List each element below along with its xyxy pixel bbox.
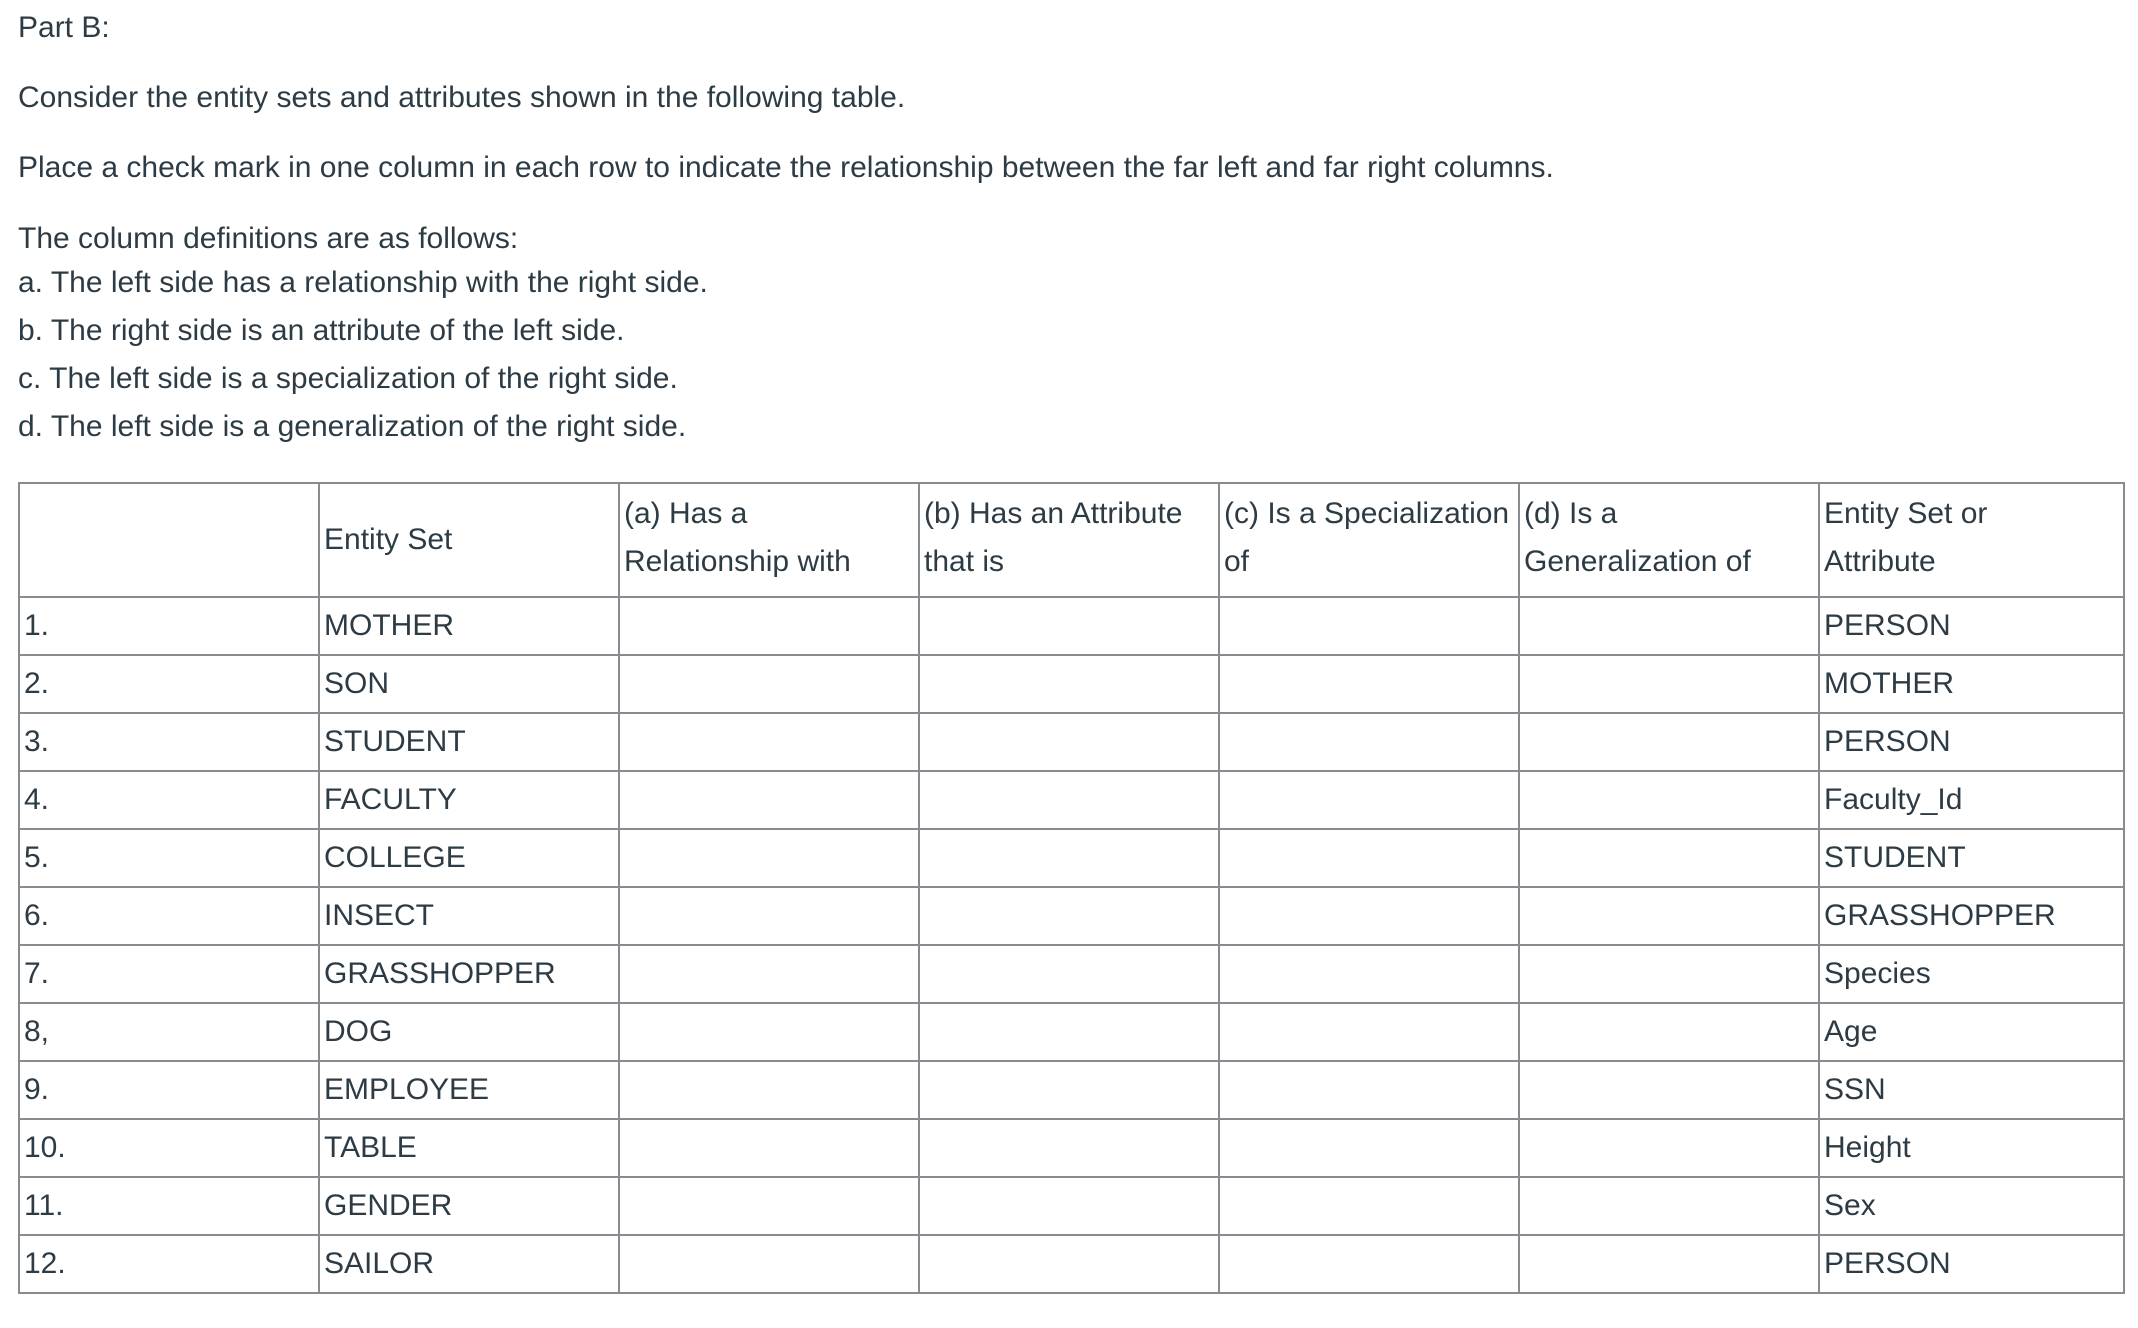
header-d-line2: Generalization of [1524, 545, 1751, 578]
row-number: 12. [19, 1235, 319, 1293]
row-number: 10. [19, 1119, 319, 1177]
row-right-entity: PERSON [1819, 713, 2124, 771]
cell-d[interactable] [1519, 713, 1819, 771]
cell-b[interactable] [919, 945, 1219, 1003]
cell-d[interactable] [1519, 1235, 1819, 1293]
row-number: 5. [19, 829, 319, 887]
table-row [19, 713, 2124, 771]
header-right-line1: Entity Set or [1824, 497, 1988, 530]
row-entity-set: DOG [319, 1003, 619, 1061]
instruction-paragraph: Place a check mark in one column in each row to indicate the relationship between the far left and far right columns. [18, 151, 1554, 184]
part-title: Part B: [18, 11, 110, 44]
row-entity-set: SON [319, 655, 619, 713]
row-number: 6. [19, 887, 319, 945]
row-right-entity: Species [1819, 945, 2124, 1003]
definition-c: c. The left side is a specialization of the right side. [18, 362, 678, 395]
cell-d[interactable] [1519, 829, 1819, 887]
definition-d: d. The left side is a generalization of the right side. [18, 410, 687, 443]
row-entity-set: EMPLOYEE [319, 1061, 619, 1119]
table-row [19, 771, 2124, 829]
table-row [19, 887, 2124, 945]
row-right-entity: PERSON [1819, 597, 2124, 655]
row-entity-set: STUDENT [319, 713, 619, 771]
cell-b[interactable] [919, 1061, 1219, 1119]
row-right-entity: Sex [1819, 1177, 2124, 1235]
cell-d[interactable] [1519, 1003, 1819, 1061]
definition-a: a. The left side has a relationship with the right side. [18, 266, 708, 299]
cell-b[interactable] [919, 887, 1219, 945]
cell-a[interactable] [619, 1177, 919, 1235]
cell-a[interactable] [619, 1119, 919, 1177]
cell-c[interactable] [1219, 1177, 1519, 1235]
row-entity-set: COLLEGE [319, 829, 619, 887]
cell-a[interactable] [619, 945, 919, 1003]
table-row [19, 1061, 2124, 1119]
cell-c[interactable] [1219, 1061, 1519, 1119]
row-entity-set: MOTHER [319, 597, 619, 655]
cell-a[interactable] [619, 1235, 919, 1293]
header-d [1519, 483, 1819, 597]
cell-d[interactable] [1519, 771, 1819, 829]
table-row [19, 945, 2124, 1003]
cell-c[interactable] [1219, 887, 1519, 945]
row-number: 11. [19, 1177, 319, 1235]
cell-d[interactable] [1519, 655, 1819, 713]
row-entity-set: SAILOR [319, 1235, 619, 1293]
header-entity-set-label: Entity Set [324, 523, 453, 556]
row-right-entity: Age [1819, 1003, 2124, 1061]
cell-b[interactable] [919, 1235, 1219, 1293]
row-right-entity: SSN [1819, 1061, 2124, 1119]
cell-d[interactable] [1519, 945, 1819, 1003]
header-d-line1: (d) Is a [1524, 497, 1618, 530]
definitions-intro: The column definitions are as follows: [18, 222, 519, 255]
row-number: 1. [19, 597, 319, 655]
table-row [19, 1235, 2124, 1293]
row-right-entity: MOTHER [1819, 655, 2124, 713]
cell-a[interactable] [619, 655, 919, 713]
header-entity-set [319, 483, 619, 597]
header-right-line2: Attribute [1824, 545, 1936, 578]
row-entity-set: GENDER [319, 1177, 619, 1235]
header-c-line2: of [1224, 545, 1250, 578]
row-entity-set: FACULTY [319, 771, 619, 829]
row-entity-set: INSECT [319, 887, 619, 945]
header-a-line1: (a) Has a [624, 497, 748, 530]
cell-a[interactable] [619, 597, 919, 655]
header-right [1819, 483, 2124, 597]
cell-c[interactable] [1219, 713, 1519, 771]
cell-d[interactable] [1519, 597, 1819, 655]
cell-d[interactable] [1519, 1119, 1819, 1177]
cell-d[interactable] [1519, 887, 1819, 945]
header-b-line1: (b) Has an Attribute [924, 497, 1183, 530]
cell-a[interactable] [619, 713, 919, 771]
cell-c[interactable] [1219, 829, 1519, 887]
table-row [19, 1119, 2124, 1177]
header-c [1219, 483, 1519, 597]
intro-paragraph: Consider the entity sets and attributes shown in the following table. [18, 81, 906, 114]
cell-a[interactable] [619, 1061, 919, 1119]
row-right-entity: PERSON [1819, 1235, 2124, 1293]
row-right-entity: Height [1819, 1119, 2124, 1177]
cell-a[interactable] [619, 829, 919, 887]
row-number: 2. [19, 655, 319, 713]
header-c-line1: (c) Is a Specialization [1224, 497, 1510, 530]
row-entity-set: GRASSHOPPER [319, 945, 619, 1003]
header-b [919, 483, 1219, 597]
cell-b[interactable] [919, 713, 1219, 771]
cell-d[interactable] [1519, 1061, 1819, 1119]
cell-b[interactable] [919, 771, 1219, 829]
row-right-entity: STUDENT [1819, 829, 2124, 887]
cell-b[interactable] [919, 829, 1219, 887]
cell-c[interactable] [1219, 597, 1519, 655]
cell-b[interactable] [919, 1177, 1219, 1235]
cell-b[interactable] [919, 655, 1219, 713]
header-a [619, 483, 919, 597]
row-number: 7. [19, 945, 319, 1003]
cell-a[interactable] [619, 887, 919, 945]
row-number: 4. [19, 771, 319, 829]
cell-c[interactable] [1219, 1003, 1519, 1061]
relationship-table [18, 482, 2125, 1294]
cell-b[interactable] [919, 597, 1219, 655]
cell-c[interactable] [1219, 1119, 1519, 1177]
table-row [19, 829, 2124, 887]
table-row [19, 1003, 2124, 1061]
cell-b[interactable] [919, 1003, 1219, 1061]
cell-c[interactable] [1219, 771, 1519, 829]
cell-a[interactable] [619, 1003, 919, 1061]
cell-c[interactable] [1219, 945, 1519, 1003]
cell-d[interactable] [1519, 1177, 1819, 1235]
question-content [18, 0, 2123, 1280]
row-entity-set: TABLE [319, 1119, 619, 1177]
definition-b: b. The right side is an attribute of the left side. [18, 314, 625, 347]
table-header-row [19, 483, 2124, 597]
row-number: 3. [19, 713, 319, 771]
row-number: 8, [19, 1003, 319, 1061]
header-b-line2: that is [924, 545, 1005, 578]
header-a-line2: Relationship with [624, 545, 851, 578]
table-row [19, 1177, 2124, 1235]
row-number: 9. [19, 1061, 319, 1119]
table-row [19, 655, 2124, 713]
cell-c[interactable] [1219, 655, 1519, 713]
cell-a[interactable] [619, 771, 919, 829]
table-row [19, 597, 2124, 655]
cell-c[interactable] [1219, 1235, 1519, 1293]
row-right-entity: GRASSHOPPER [1819, 887, 2124, 945]
row-right-entity: Faculty_Id [1819, 771, 2124, 829]
header-number [19, 483, 319, 597]
cell-b[interactable] [919, 1119, 1219, 1177]
